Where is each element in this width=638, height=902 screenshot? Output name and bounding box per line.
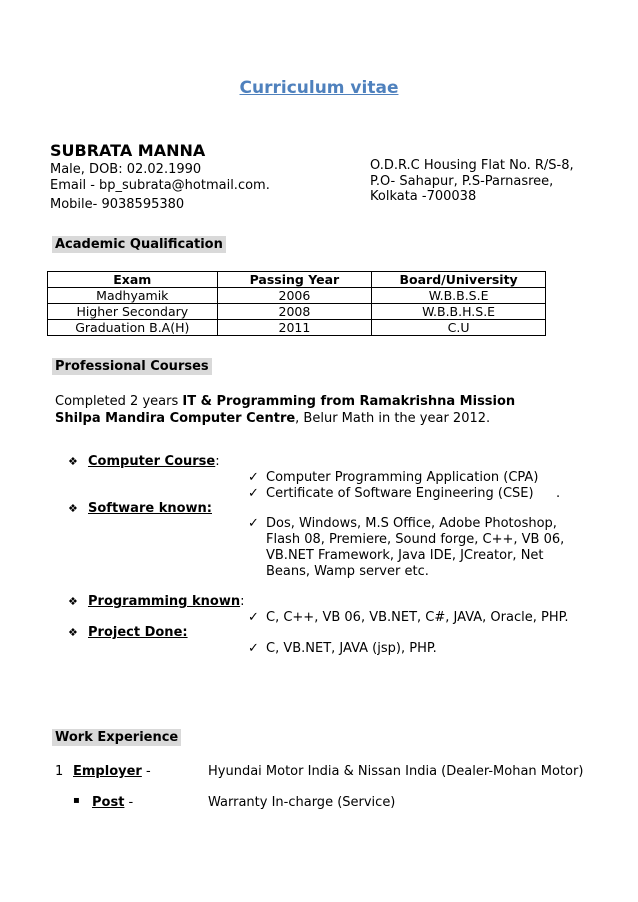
table-cell: 2006	[217, 288, 372, 304]
post-label-group	[92, 795, 133, 810]
programming-label: Programming known	[88, 594, 241, 609]
diamond-bullet-icon: ❖	[68, 595, 78, 608]
work-heading: Work Experience	[52, 729, 181, 746]
software-text: Dos, Windows, M.S Office, Adobe Photoshop, Flash 08, Premiere, Sound forge, C++, VB 06, VB.NET Framework, Java IDE, JCreator, Net Beans, Wamp server etc.	[266, 516, 565, 579]
table-header-row	[48, 272, 546, 288]
square-bullet-icon: ▪	[73, 795, 80, 806]
table-cell: Madhyamik	[48, 288, 218, 304]
project-text: C, VB.NET, JAVA (jsp), PHP.	[266, 641, 437, 656]
qualification-table	[47, 271, 546, 336]
course-bold: IT & Programming from Ramakrishna Mission Shilpa Mandira Computer Centre	[55, 394, 516, 426]
cse-trailing-dot: .	[556, 486, 561, 501]
employer-sep: -	[141, 764, 151, 779]
course-post: , Belur Math in the year 2012.	[295, 411, 491, 426]
course-description	[55, 393, 565, 427]
employer-label-group	[73, 764, 151, 779]
project-done-item	[68, 625, 188, 640]
table-cell: W.B.B.S.E	[372, 288, 546, 304]
address-line-2: P.O- Sahapur, P.S-Parnasree,	[370, 174, 554, 189]
computer-course-item	[68, 454, 220, 469]
cpa-text: Computer Programming Application (CPA)	[266, 470, 539, 485]
software-label: Software known:	[88, 501, 212, 516]
cpa-item	[248, 470, 538, 486]
employer-value: Hyundai Motor India & Nissan India (Dealer-Mohan Motor)	[208, 764, 584, 779]
programming-text: C, C++, VB 06, VB.NET, C#, JAVA, Oracle, PHP.	[266, 610, 569, 625]
table-cell: 2011	[217, 320, 372, 336]
software-known-item	[68, 501, 212, 516]
post-label: Post	[92, 795, 125, 810]
table-row	[48, 304, 546, 320]
table-cell: Graduation B.A(H)	[48, 320, 218, 336]
column-header: Passing Year	[217, 272, 372, 288]
computer-course-label: Computer Course	[88, 454, 216, 469]
checkmark-icon: ✓	[248, 470, 259, 485]
checkmark-icon: ✓	[248, 610, 259, 625]
professional-heading: Professional Courses	[52, 358, 212, 375]
diamond-bullet-icon: ❖	[68, 626, 78, 639]
cse-text: Certificate of Software Engineering (CSE)	[266, 486, 534, 501]
table-cell: W.B.B.H.S.E	[372, 304, 546, 320]
programming-list	[248, 610, 569, 626]
programming-colon: :	[240, 594, 245, 609]
table-row	[48, 288, 546, 304]
computer-colon: :	[215, 454, 220, 469]
email: Email - bp_subrata@hotmail.com.	[50, 178, 270, 193]
diamond-bullet-icon: ❖	[68, 455, 78, 468]
gender-dob: Male, DOB: 02.02.1990	[50, 162, 202, 177]
cse-item	[248, 486, 534, 502]
checkmark-icon: ✓	[248, 516, 259, 531]
employer-label: Employer	[73, 764, 142, 779]
checkmark-icon: ✓	[248, 641, 259, 656]
column-header: Exam	[48, 272, 218, 288]
address-line-1: O.D.R.C Housing Flat No. R/S-8,	[370, 158, 574, 173]
table-cell: Higher Secondary	[48, 304, 218, 320]
mobile: Mobile- 9038595380	[50, 197, 185, 212]
document-title: Curriculum vitae	[239, 78, 399, 98]
table-cell: C.U	[372, 320, 546, 336]
column-header: Board/University	[372, 272, 546, 288]
employer-number: 1	[55, 764, 64, 779]
programming-known-item	[68, 594, 244, 609]
table-row	[48, 320, 546, 336]
academic-heading: Academic Qualification	[52, 236, 226, 253]
checkmark-icon: ✓	[248, 486, 259, 501]
diamond-bullet-icon: ❖	[68, 502, 78, 515]
candidate-name: SUBRATA MANNA	[50, 141, 206, 160]
project-list	[248, 641, 437, 657]
address-line-3: Kolkata -700038	[370, 189, 477, 204]
post-sep: -	[124, 795, 134, 810]
post-value: Warranty In-charge (Service)	[208, 795, 396, 810]
project-label: Project Done:	[88, 625, 188, 640]
course-pre: Completed 2 years	[55, 394, 183, 409]
software-list	[248, 516, 568, 580]
table-cell: 2008	[217, 304, 372, 320]
